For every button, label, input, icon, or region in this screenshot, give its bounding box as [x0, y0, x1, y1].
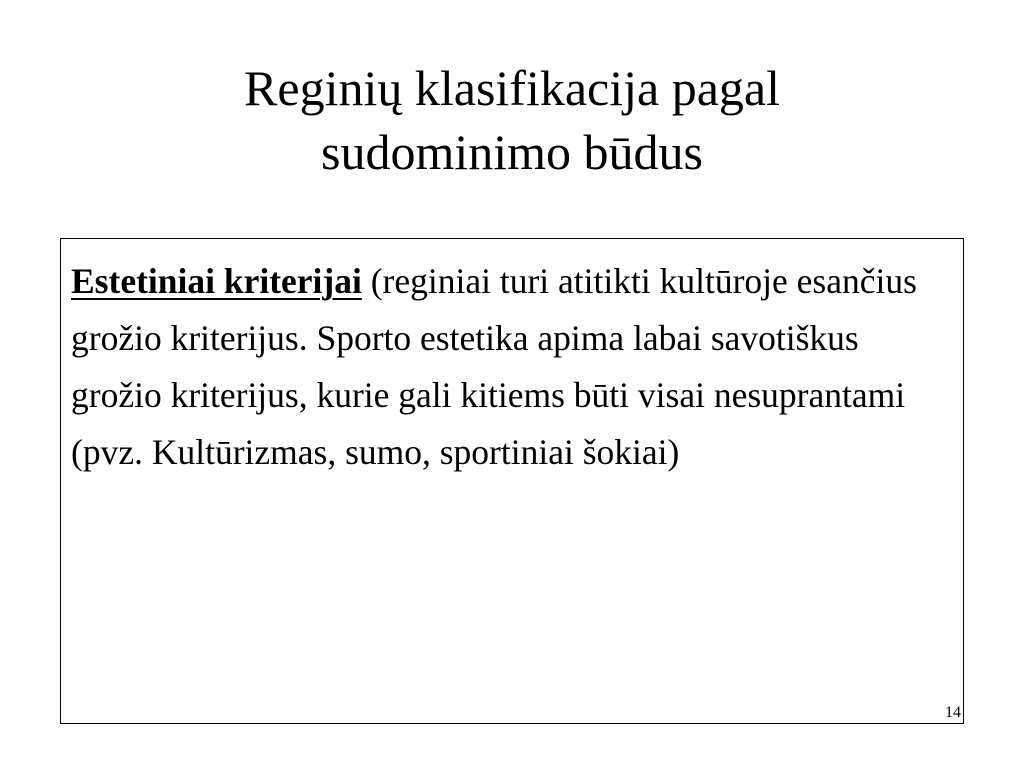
term-heading: Estetiniai kriterijai [71, 261, 362, 301]
body-paragraph [71, 253, 951, 481]
slide-title-line-1: Reginių klasifikacija pagal [244, 60, 780, 116]
content-box [60, 238, 964, 724]
slide-title [0, 56, 1024, 184]
slide-title-line-2: sudominimo būdus [321, 124, 703, 180]
term-description: (reginiai turi atitikti kultūroje esančius grožio kriterijus. Sporto estetika apima labai savotiškus grožio kriterijus, kurie gali kitiems būti visai nesuprantami (pvz. Kultūrizmas, sumo, sportiniai šokiai) [71, 261, 917, 472]
page-number: 14 [945, 704, 961, 721]
